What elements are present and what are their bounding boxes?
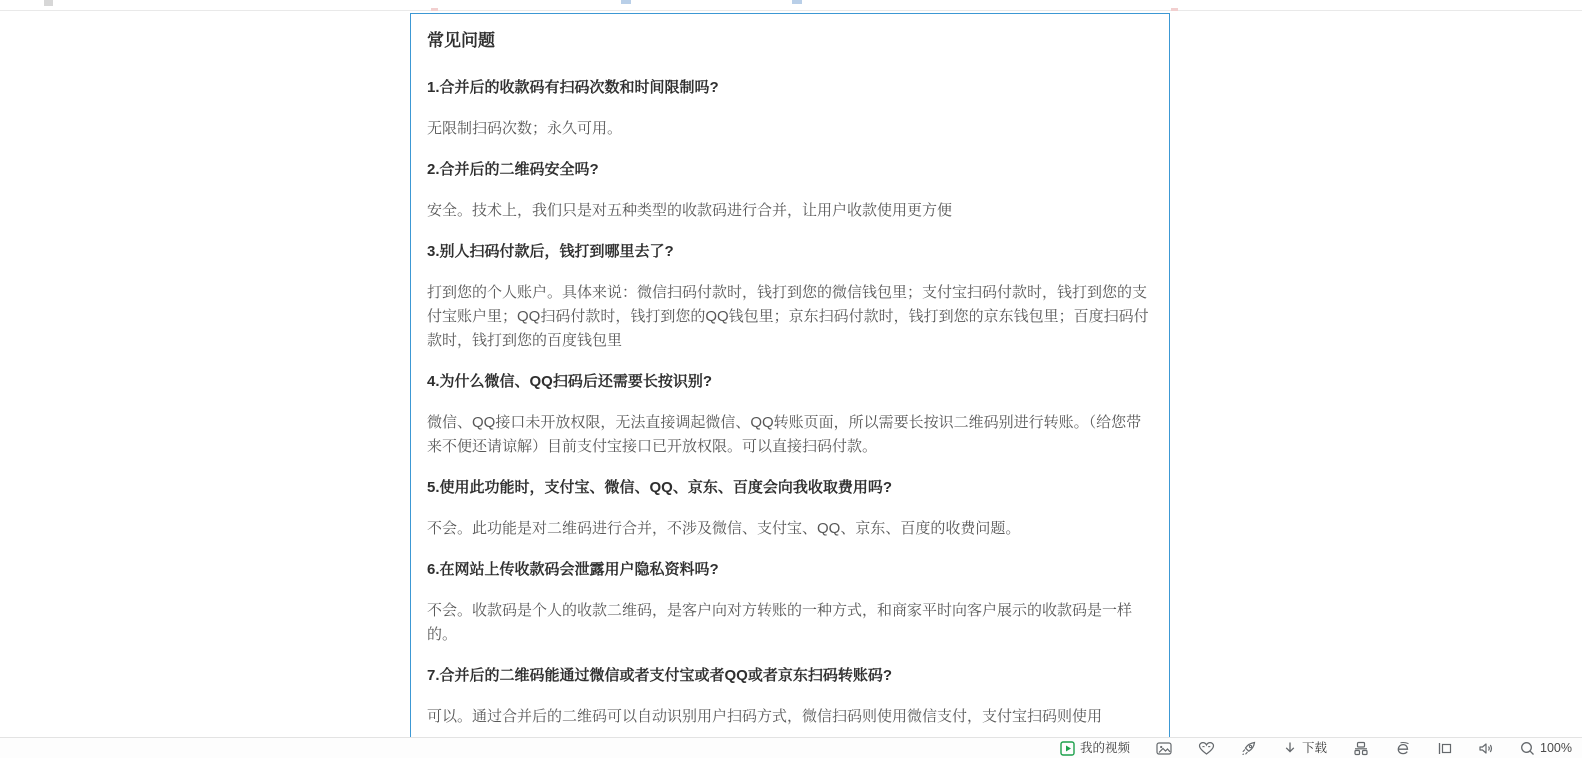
rocket-icon [1241,741,1257,756]
page-zoom-control[interactable] [1520,741,1572,756]
faq-answer: 可以。通过合并后的二维码可以自动识别用户扫码方式，微信扫码则使用微信支付，支付宝扫码则使用 [427,708,1103,725]
boost-tool-button[interactable] [1241,741,1257,756]
heart-icon [1198,741,1215,756]
compatibility-e-icon [1395,741,1411,756]
download-arrow-icon [1283,741,1297,756]
faq-question: 1.合并后的收款码有扫码次数和时间限制吗? [427,79,719,96]
download-label: 下载 [1302,740,1328,755]
faq-item [427,476,1153,541]
faq-item [427,240,1153,353]
faq-item [427,76,1153,141]
faq-answer: 不会。此功能是对二维码进行合并，不涉及微信、支付宝、QQ、京东、百度的收费问题。 [427,520,1021,537]
faq-answer: 微信、QQ接口未开放权限，无法直接调起微信、QQ转账页面，所以需要长按识二维码别进行转账。（给您带来不便还请谅解）目前支付宝接口已开放权限。可以直接扫码付款。 [427,414,1142,455]
faq-item [427,158,1153,223]
side-panel-button[interactable] [1437,741,1452,756]
multi-window-button[interactable] [1353,741,1369,756]
multi-window-icon [1353,741,1369,756]
my-videos-label: 我的视频 [1079,740,1130,755]
my-videos-button[interactable] [1060,741,1130,756]
faq-item [427,370,1153,459]
faq-question: 2.合并后的二维码安全吗? [427,161,599,178]
video-play-icon [1060,741,1075,756]
faq-question: 3.别人扫码付款后，钱打到哪里去了? [427,243,674,260]
faq-question: 6.在网站上传收款码会泄露用户隐私资料吗? [427,561,719,578]
faq-answer: 不会。收款码是个人的收款二维码，是客户向对方转账的一种方式，和商家平时向客户展示的收款码是一样的。 [427,602,1133,643]
image-icon [1156,741,1172,756]
download-button[interactable] [1283,741,1327,756]
faq-answer: 打到您的个人账户。具体来说：微信扫码付款时，钱打到您的微信钱包里；支付宝扫码付款时，钱打到您的支付宝账户里；QQ扫码付款时，钱打到您的QQ钱包里；京东扫码付款时，钱打到您的京东钱包里；百度扫码付款时，钱打到您的百度钱包里 [427,284,1149,349]
compatibility-mode-button[interactable] [1395,741,1411,756]
image-tool-button[interactable] [1156,741,1172,756]
sidebar-panel-icon [1437,741,1452,756]
zoom-level-value: 100% [1540,740,1572,755]
faq-question: 4.为什么微信、QQ扫码后还需要长按识别? [427,373,713,390]
zoom-magnifier-icon [1520,741,1535,756]
faq-item [427,664,1153,729]
faq-panel [410,13,1170,737]
speaker-icon [1478,741,1494,756]
faq-list [427,76,1153,729]
faq-title: 常见问题 [427,31,495,50]
faq-question: 5.使用此功能时，支付宝、微信、QQ、京东、百度会向我收取费用吗? [427,479,893,496]
faq-question: 7.合并后的二维码能通过微信或者支付宝或者QQ或者京东扫码转账码? [427,667,893,684]
faq-answer: 无限制扫码次数；永久可用。 [427,120,623,137]
mute-button[interactable] [1478,741,1494,756]
faq-answer: 安全。技术上，我们只是对五种类型的收款码进行合并，让用户收款使用更方便 [427,202,953,219]
favorites-tool-button[interactable] [1198,741,1215,756]
browser-bottom-toolbar [0,737,1582,758]
faq-item [427,558,1153,647]
